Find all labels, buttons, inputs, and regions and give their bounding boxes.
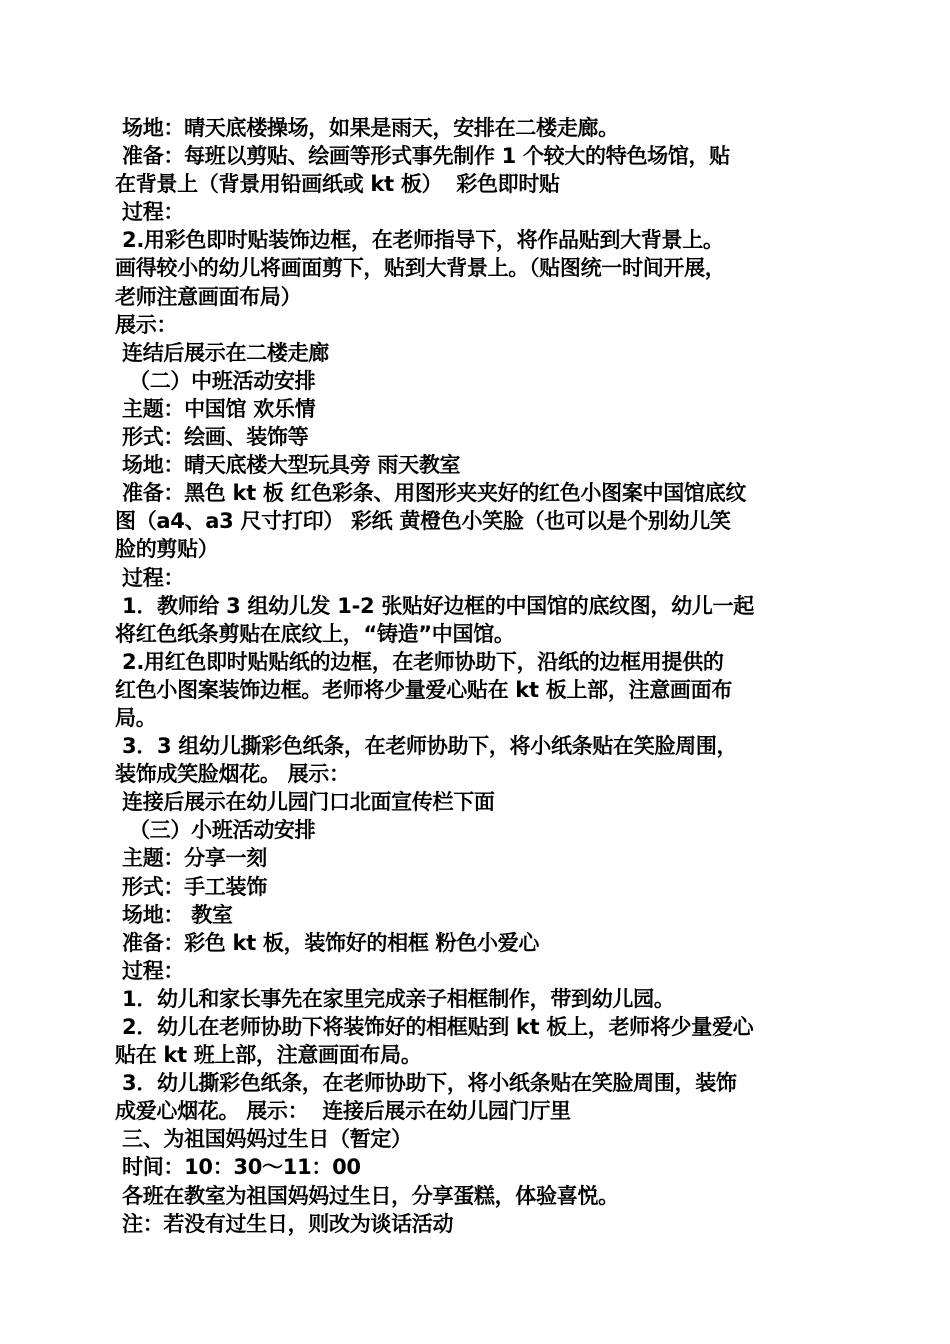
text-line: 装饰成笑脸烟花。 展示： xyxy=(115,762,350,787)
text-line: 准备：黑色 kt 板 红色彩条、用图形夹夹好的红色小图案中国馆底纹 xyxy=(115,481,747,506)
text-line: 时间：10：30～11：00 xyxy=(115,1155,361,1180)
text-line: 场地：晴天底楼大型玩具旁 雨天教室 xyxy=(115,453,461,478)
text-line: 3．3 组幼儿撕彩色纸条，在老师协助下，将小纸条贴在笑脸周围， xyxy=(115,734,738,759)
text-line: 连接后展示在幼儿园门口北面宣传栏下面 xyxy=(115,790,495,815)
text-line: 1．幼儿和家长事先在家里完成亲子相框制作，带到幼儿园。 xyxy=(115,986,675,1011)
text-line: 将红色纸条剪贴在底纹上，“铸造”中国馆。 xyxy=(115,621,515,646)
text-line: 2.用彩色即时贴装饰边框，在老师指导下，将作品贴到大背景上。 xyxy=(115,228,724,253)
text-line: 1．教师给 3 组幼儿发 1-2 张贴好边框的中国馆的底纹图，幼儿一起 xyxy=(115,593,754,618)
text-line: 局。 xyxy=(115,705,157,730)
text-line: 场地：晴天底楼操场，如果是雨天，安排在二楼走廊。 xyxy=(115,116,619,140)
text-line: 2．幼儿在老师协助下将装饰好的相框贴到 kt 板上，老师将少量爱心 xyxy=(115,1015,754,1039)
text-line: 主题：中国馆 欢乐情 xyxy=(115,396,316,421)
text-line: 形式：绘画、装饰等 xyxy=(115,425,309,450)
text-line: 脸的剪贴） xyxy=(115,537,219,562)
text-line: 形式：手工装饰 xyxy=(115,874,267,899)
text-line: 准备：每班以剪贴、绘画等形式事先制作 1 个较大的特色场馆，贴 xyxy=(115,144,730,169)
text-line: （二）中班活动安排 xyxy=(115,368,316,393)
text-line: 连结后展示在二楼走廊 xyxy=(115,340,330,365)
text-line: 准备：彩色 kt 板，装饰好的相框 粉色小爱心 xyxy=(115,930,540,955)
text-line: 3．幼儿撕彩色纸条，在老师协助下，将小纸条贴在笑脸周围，装饰 xyxy=(115,1071,737,1096)
text-line: 2.用红色即时贴贴纸的边框，在老师协助下，沿纸的边框用提供的 xyxy=(115,649,724,674)
text-line: 过程： xyxy=(115,200,185,225)
text-line: 图（a4、a3 尺寸打印） 彩纸 黄橙色小笑脸（也可以是个别幼儿笑 xyxy=(115,509,731,534)
text-line: 展示： xyxy=(115,312,178,337)
text-line: 主题：分享一刻 xyxy=(115,846,267,871)
text-line: 过程： xyxy=(115,958,185,983)
document-body xyxy=(115,114,840,1238)
text-line: 过程： xyxy=(115,565,185,590)
text-line: 画得较小的幼儿将画面剪下，贴到大背景上。（贴图统一时间开展， xyxy=(115,256,726,281)
text-line: 贴在 kt 班上部，注意画面布局。 xyxy=(115,1043,422,1068)
text-line: 在背景上（背景用铅画纸或 kt 板） 彩色即时贴 xyxy=(115,172,560,197)
text-line: （三）小班活动安排 xyxy=(115,818,316,843)
text-line: 场地： 教室 xyxy=(115,902,233,927)
text-line: 红色小图案装饰边框。老师将少量爱心贴在 kt 板上部，注意画面布 xyxy=(115,677,733,702)
text-line: 老师注意画面布局） xyxy=(115,284,302,309)
text-line: 三、为祖国妈妈过生日（暂定） xyxy=(115,1127,412,1152)
text-line: 各班在教室为祖国妈妈过生日，分享蛋糕，体验喜悦。 xyxy=(115,1183,619,1208)
text-line: 成爱心烟花。 展示： 连接后展示在幼儿园门厅里 xyxy=(115,1099,571,1124)
text-line: 注：若没有过生日，则改为谈话活动 xyxy=(115,1211,454,1236)
